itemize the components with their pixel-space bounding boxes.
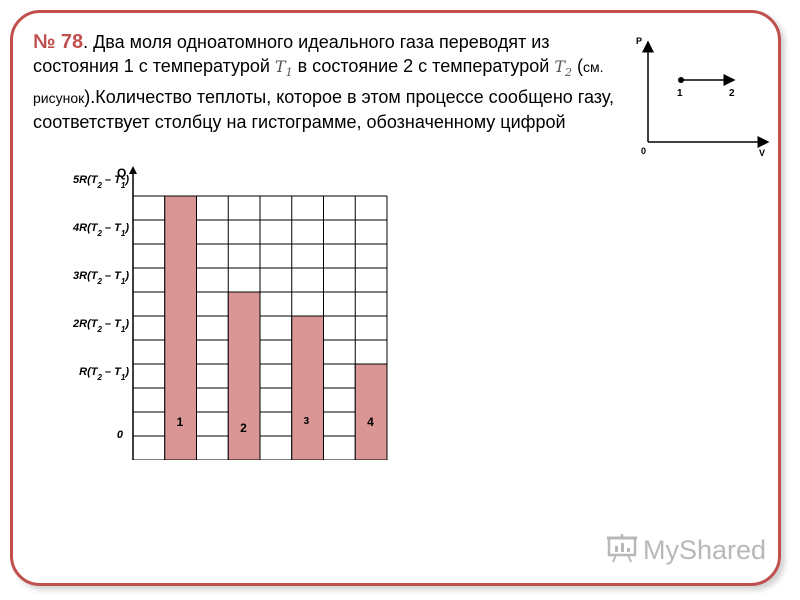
- point-2-label: 2: [729, 88, 735, 99]
- presentation-board-icon: [607, 533, 639, 563]
- y-tick-label-2: $2R(T_2 - T_1)$: [73, 318, 129, 334]
- y-tick-label-0: 0: [116, 429, 123, 441]
- pv-graph: [625, 30, 775, 160]
- y-tick-label-3: $3R(T_2 - T_1)$: [73, 270, 129, 286]
- y-tick-label-1: $R(T_2 - T_1)$: [79, 366, 129, 382]
- point-1-label: 1: [677, 88, 683, 99]
- bar-label-4: 4: [367, 415, 374, 429]
- bar-label-3: 3: [303, 416, 310, 427]
- y-tick-label-5: $5R(T_2 - T_1)$: [73, 174, 129, 190]
- bar-label-2: 2: [240, 421, 247, 435]
- bar-4: [355, 364, 387, 460]
- watermark: MyShared: [607, 533, 766, 566]
- histogram: [40, 160, 400, 460]
- y-tick-label-4: $4R(T_2 - T_1)$: [73, 222, 129, 238]
- p-axis-label: P: [636, 36, 643, 46]
- bar-3: [292, 316, 324, 460]
- bar-label-1: 1: [176, 415, 184, 429]
- temperature-t1: $T_1$: [274, 57, 293, 80]
- temperature-t2: $T_2$: [554, 57, 572, 80]
- q-axis-label: Q: [117, 166, 127, 180]
- problem-text: № 78. Два моля одноатомного идеального газа переводят из состояния 1 с температурой $T_1$ в состояние 2 с температурой $T_2$ (см. рисунок).Количество теплоты, которое в этом процессе сообщено газу, соответствует столбцу на гистограмме, обозначенному цифрой: [33, 31, 615, 133]
- v-axis-label: V: [759, 148, 766, 158]
- q-axis-arrow: [129, 166, 137, 174]
- origin-label: 0: [641, 146, 647, 156]
- problem-number: № 78: [33, 31, 84, 53]
